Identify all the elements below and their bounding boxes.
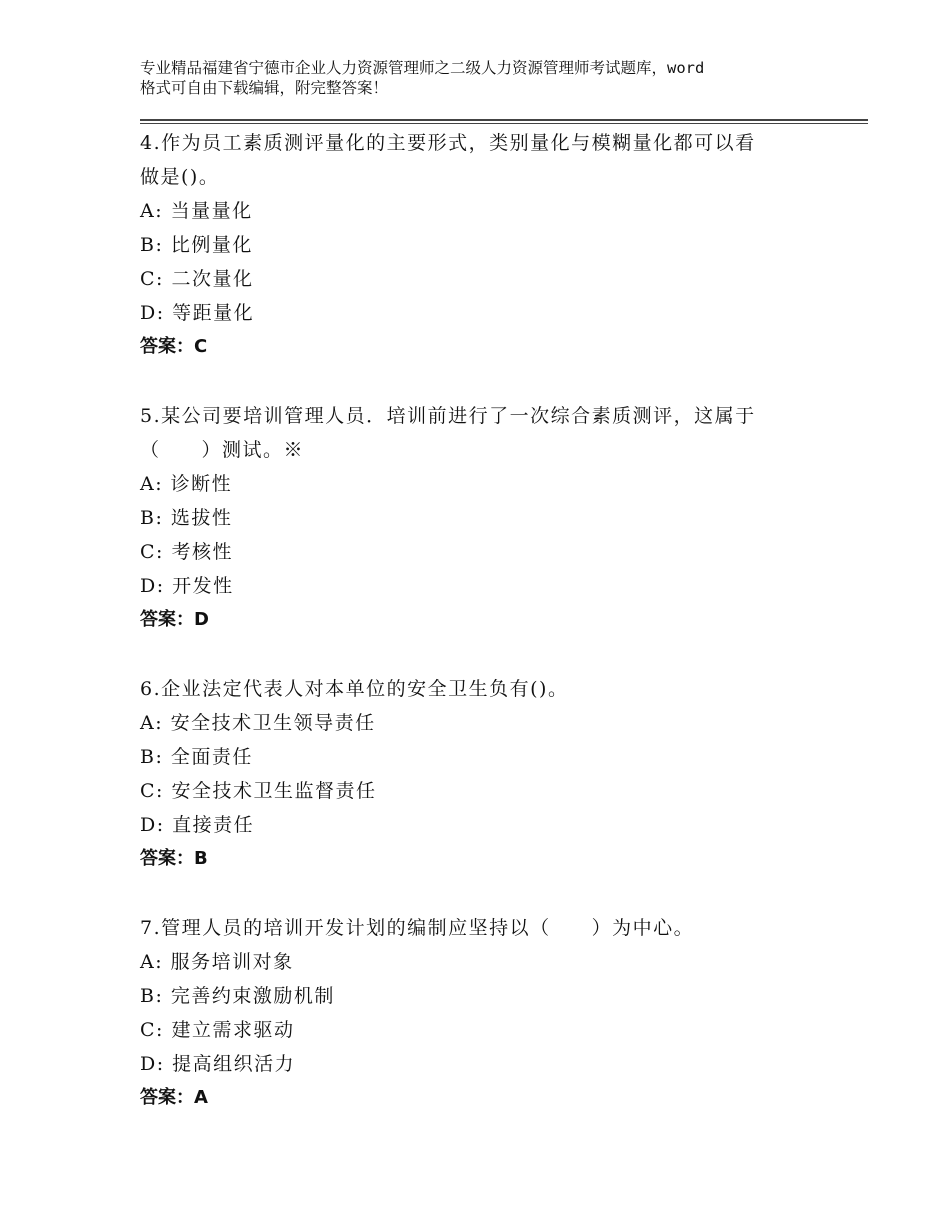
question-stem-line: （ ）测试。※	[140, 439, 305, 461]
document-header	[140, 58, 840, 98]
option-c: C: 建立需求驱动	[140, 1019, 295, 1041]
header-divider	[140, 119, 868, 124]
option-d: D: 直接责任	[140, 814, 255, 836]
option-b: B: 完善约束激励机制	[140, 985, 335, 1007]
document-page	[140, 0, 868, 1230]
question-stem-line: 4.作为员工素质测评量化的主要形式，类别量化与模糊量化都可以看	[140, 132, 756, 154]
question-stem-line: 做是()。	[140, 166, 220, 188]
answer: 答案：C	[140, 336, 208, 357]
option-a: A: 服务培训对象	[140, 951, 294, 973]
option-b: B: 比例量化	[140, 234, 253, 256]
option-b: B: 选拔性	[140, 507, 233, 529]
option-c: C: 考核性	[140, 541, 233, 563]
answer: 答案：D	[140, 609, 209, 630]
option-d: D: 开发性	[140, 575, 234, 597]
question-6	[140, 672, 840, 876]
question-5	[140, 399, 840, 637]
answer: 答案：A	[140, 1087, 208, 1108]
header-line-1: 专业精品福建省宁德市企业人力资源管理师之二级人力资源管理师考试题库，word	[140, 59, 705, 77]
option-b: B: 全面责任	[140, 746, 253, 768]
question-stem-line: 6.企业法定代表人对本单位的安全卫生负有()。	[140, 678, 569, 700]
option-d: D: 提高组织活力	[140, 1053, 296, 1075]
option-a: A: 当量量化	[140, 200, 253, 222]
option-c: C: 二次量化	[140, 268, 254, 290]
option-d: D: 等距量化	[140, 302, 255, 324]
header-line-2: 格式可自由下载编辑，附完整答案！	[140, 79, 389, 97]
answer: 答案：B	[140, 848, 208, 869]
question-stem-line: 5.某公司要培训管理人员．培训前进行了一次综合素质测评，这属于	[140, 405, 756, 427]
question-stem-line: 7.管理人员的培训开发计划的编制应坚持以（ ）为中心。	[140, 917, 695, 939]
question-7	[140, 911, 840, 1115]
option-a: A: 诊断性	[140, 473, 233, 495]
option-c: C: 安全技术卫生监督责任	[140, 780, 377, 802]
option-a: A: 安全技术卫生领导责任	[140, 712, 376, 734]
question-4	[140, 126, 840, 364]
